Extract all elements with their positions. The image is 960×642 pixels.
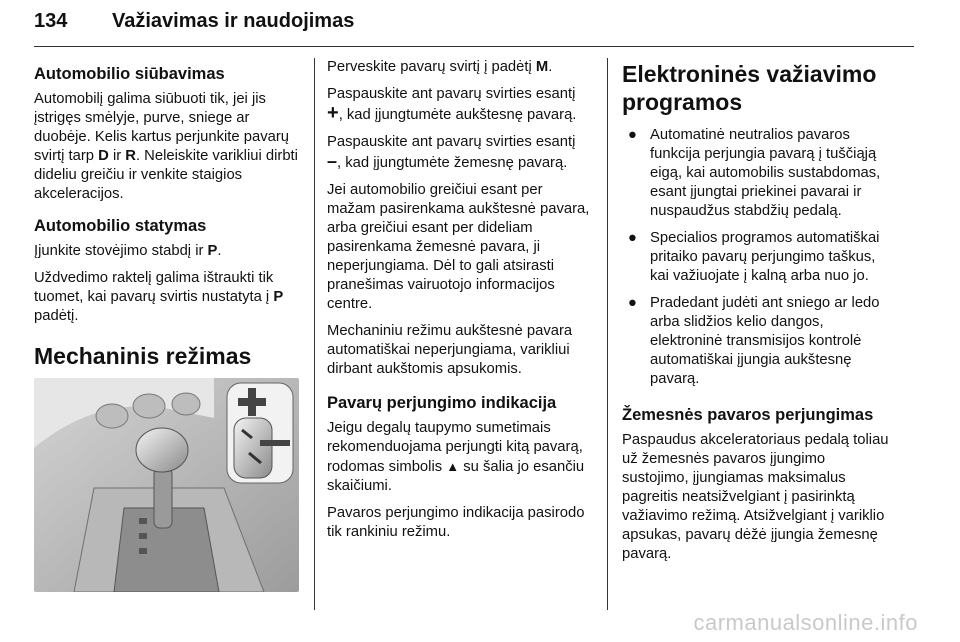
section-title: Elektroninės važiavimo programos: [622, 61, 877, 115]
triangle-up-icon: ▲: [446, 459, 460, 474]
paragraph: Perveskite pavarų svirtį į padėtį M.: [327, 59, 553, 75]
column-divider: [314, 58, 315, 610]
plus-symbol: +: [327, 102, 339, 124]
list-item: ● Specialios programos automatiškai pritaiko pavarų perjungimo taškus, kai važiuojate į kalną arba nuo jo.: [628, 230, 880, 284]
watermark: carmanualsonline.info: [693, 610, 918, 635]
paragraph: Automobilį galima siūbuoti tik, jei jis įstrigęs smėlyje, purve, sniege ar duobėje. Kelis kartus perjunkite pavarų svirtį tarp D ir R. Neleiskite varikliui dirbti dideliu greičiu ir venkite staigios akceleracijos.: [34, 91, 298, 202]
paragraph: Mechaniniu režimu aukštesnė pavara automatiškai neperjungiama, varikliui dirbant aukštomis apsukomis.: [327, 323, 573, 377]
page-header: [34, 6, 914, 47]
section-title: Mechaninis režimas: [34, 343, 252, 369]
paragraph: Paspauskite ant pavarų svirties esantį –, kad įjungtumėte žemesnę pavarą.: [327, 134, 576, 171]
bullet-list: [622, 126, 894, 389]
list-item: ● Pradedant judėti ant sniego ar ledo arba slidžios kelio dangos, elektroninė transmisijos kontrolė automatiškai įjungia aukštesnę pavarą.: [628, 295, 880, 387]
section-heading: Automobilio statymas: [34, 217, 207, 235]
paragraph: Jei automobilio greičiui esant per mažam pasirenkama aukštesnė pavara, arba greičiui esant per dideliam pasirenkama žemesnė pavara, ji neperjungiama. Dėl to gali atsirasti pranešimas vairuotojo informacijos centre.: [327, 182, 590, 312]
chapter-title: Važiavimas ir naudojimas: [112, 10, 355, 32]
paragraph: Paspauskite ant pavarų svirties esantį +, kad įjungtumėte aukštesnę pavarą.: [327, 86, 577, 124]
column-3: [622, 58, 894, 572]
gear-lever-illustration: [34, 378, 299, 592]
column-2: [327, 58, 593, 550]
bullet-icon: ●: [628, 127, 637, 143]
minus-symbol: –: [327, 151, 338, 171]
paragraph: Pavaros perjungimo indikacija pasirodo tik rankiniu režimu.: [327, 505, 585, 540]
section-heading: Žemesnės pavaros perjungimas: [622, 406, 874, 424]
paragraph: Uždvedimo raktelį galima ištraukti tik tuomet, kai pavarų svirtis nustatyta į P padėtį.: [34, 270, 284, 324]
page-number: 134: [34, 10, 68, 32]
section-heading: Pavarų perjungimo indikacija: [327, 394, 557, 412]
paragraph: Įjunkite stovėjimo stabdį ir P.: [34, 243, 222, 259]
list-item: ● Automatinė neutralios pavaros funkcija perjungia pavarą į tuščiąją eigą, kai automobilis sustabdomas, esant įjungtai priekinei pavarai ir nuspaudžus stabdžių pedalą.: [628, 127, 881, 219]
section-heading: Automobilio siūbavimas: [34, 65, 225, 83]
bullet-icon: ●: [628, 295, 637, 311]
column-divider: [607, 58, 608, 610]
paragraph: Jeigu degalų taupymo sumetimais rekomenduojama perjungti kitą pavarą, rodomas simbolis ▲ su šalia jo esančiu skaičiumi.: [327, 420, 585, 494]
column-1: [34, 58, 304, 592]
paragraph: Paspaudus akceleratoriaus pedalą toliau už žemesnės pavaros įjungimo sustojimo, įjungiamas maksimalus pagreitis neatsižvelgiant į pasirinktą važiavimo režimą. Atsižvelgiant į variklio apsukas, pavarų dėžė įjungia žemesnę pavarą.: [622, 432, 889, 562]
bullet-icon: ●: [628, 230, 637, 246]
